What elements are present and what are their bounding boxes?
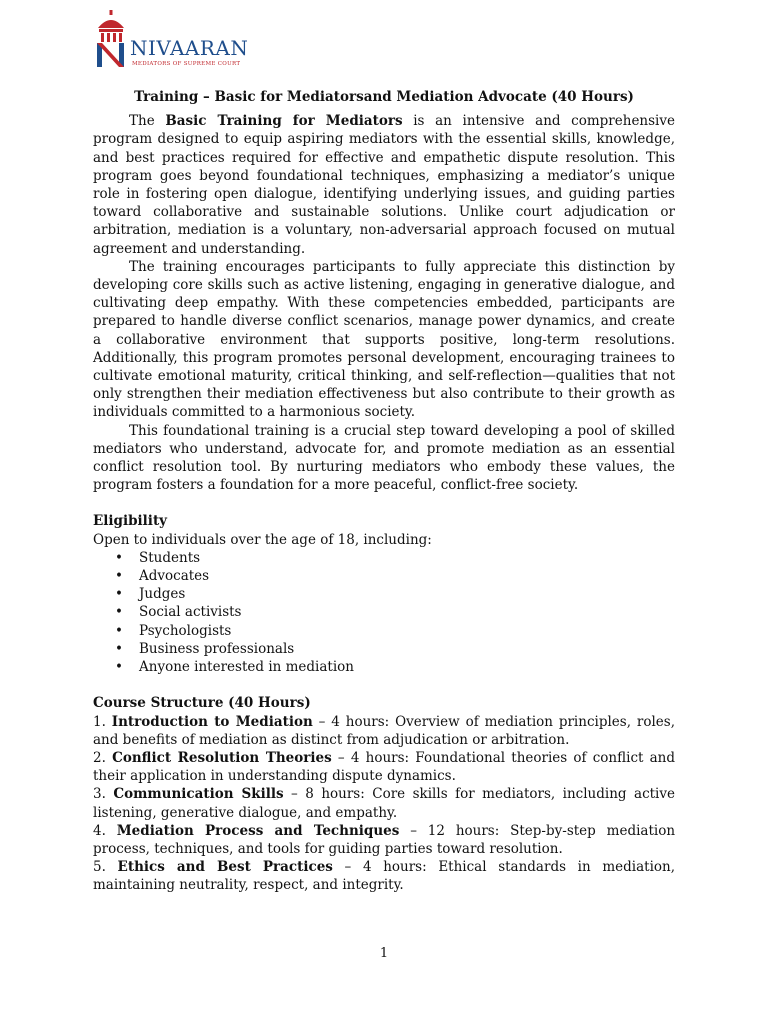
page-number: 1: [379, 946, 389, 961]
list-item: • Anyone interested in mediation: [115, 659, 354, 676]
logo-subtitle: MEDIATORS OF SUPREME COURT: [132, 61, 241, 67]
course-item-2: 2. Conflict Resolution Theories – 4 hours: Foundational theories of conflict and their application in understanding dispute dynamics.: [93, 749, 676, 785]
intro-paragraph-2: The training encourages participants to fully appreciate this distinction by developing core skills such as active listening, engaging in generative dialogue, and cultivating deep empathy. With these competencies embedded, participants are prepared to handle diverse conflict scenarios, manage power dynamics, and create a collaborative environment that supports positive, long-term resolutions. Additionally, this program promotes personal development, encouraging trainees to cultivate emotional maturity, critical thinking, and self-reflection—qualities that not only strengthen their mediation effectiveness but also contribute to their growth as individuals committed to a harmonious society.: [93, 258, 675, 421]
list-item: • Advocates: [115, 568, 210, 585]
nivaaran-logo: [94, 10, 249, 70]
eligibility-heading: Eligibility: [93, 513, 168, 530]
supreme-court-emblem-icon: [94, 10, 128, 68]
intro-paragraph-3: This foundational training is a crucial step toward developing a pool of skilled mediators who understand, advocate for, and promote mediation as an essential conflict resolution tool. By nurturing mediators who embody these values, the program fosters a foundation for a more peaceful, conflict-free society.: [93, 422, 675, 494]
eligibility-list: [93, 549, 675, 676]
list-item: • Psychologists: [115, 622, 232, 639]
course-item-3: 3. Communication Skills – 8 hours: Core skills for mediators, including active listening, generative dialogue, and empathy.: [93, 786, 675, 821]
logo-name: NIVAARAN: [130, 36, 249, 60]
course-structure-heading: Course Structure (40 Hours): [93, 695, 311, 712]
list-item: • Students: [115, 549, 201, 566]
list-item: • Social activists: [115, 604, 242, 621]
eligibility-intro: Open to individuals over the age of 18, including:: [93, 531, 432, 548]
document-body: [93, 88, 675, 895]
list-item: • Judges: [115, 586, 186, 603]
intro-paragraph-1: [93, 112, 675, 258]
intro-lead: The: [129, 113, 166, 130]
intro-rest: is an intensive and comprehensive program designed to equip aspiring mediators with the essential skills, knowledge, and best practices required for effective and empathetic dispute resolution. This program goes beyond foundational techniques, emphasizing a mediator’s unique role in fostering open dialogue, identifying underlying issues, and guiding parties toward collaborative and sustainable solutions. Unlike court adjudication or arbitration, mediation is a voluntary, non-adversarial approach focused on mutual agreement and understanding.: [93, 113, 675, 257]
list-item: • Business professionals: [115, 640, 295, 657]
document-title: Training – Basic for Mediatorsand Mediation Advocate (40 Hours): [134, 89, 634, 105]
intro-bold-term: Basic Training for Mediators: [165, 113, 403, 130]
course-item-4: 4. Mediation Process and Techniques – 12 hours: Step-by-step mediation process, techniques, and tools for guiding parties toward resolution.: [93, 822, 676, 857]
course-item-1: 1. Introduction to Mediation – 4 hours: Overview of mediation principles, roles, and benefits of mediation as distinct from adjudication or arbitration.: [93, 713, 675, 748]
course-item-5: 5. Ethics and Best Practices – 4 hours: Ethical standards in mediation, maintaining neutrality, respect, and integrity.: [93, 859, 675, 894]
